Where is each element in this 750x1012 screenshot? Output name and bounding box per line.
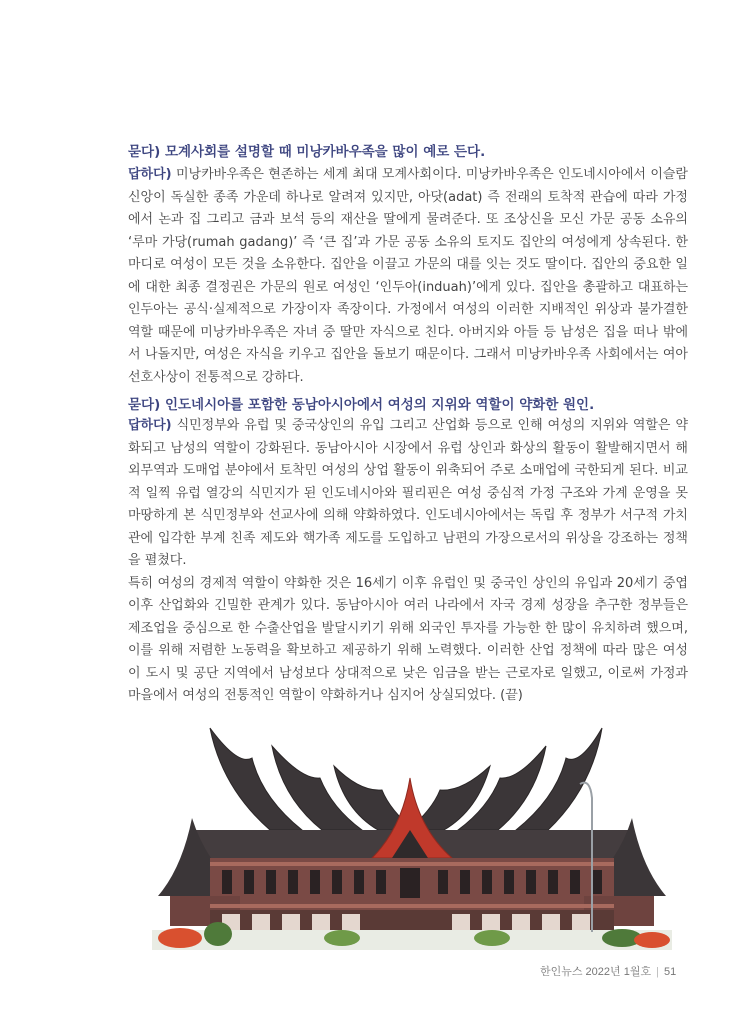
- rumah-gadang-illustration: [152, 718, 672, 950]
- question-prefix: 묻다): [128, 144, 161, 160]
- footer-separator: |: [656, 966, 659, 978]
- answer-paragraph: [128, 164, 688, 389]
- entrance-door: [400, 868, 420, 898]
- answer-prefix: 답하다): [128, 418, 172, 433]
- question-prefix: 묻다): [128, 397, 161, 413]
- answer-prefix: 답하다): [128, 167, 172, 182]
- page-number: 51: [663, 966, 677, 978]
- qa-section-2: [128, 396, 688, 708]
- answer-text: 식민정부와 유럽 및 중국상인의 유입 그리고 산업화 등으로 인해 여성의 지위와 역할은 약화되고 남성의 역할이 강화된다. 동남아시아 시장에서 유럽 상인과 화상의 활동이 활발해지면서 해외무역과 도매업 분야에서 토착민 여성의 상업 활동이 위축되어 주로 소매업에 국한되게 된다. 비교적 일찍 유럽 열강의 식민지가 된 인도네시아와 필리핀은 여성 중심적 가정 구조와 가계 운영을 못마땅하게 본 식민정부와 선교사에 의해 약화하였다. 인도네시아에서는 독립 후 정부가 서구적 가치관에 입각한 부계 친족 제도와 핵가족 제도를 도입하고 남편의 가장으로서의 위상을 강조하는 정책을 펼쳤다.: [128, 418, 688, 568]
- page-footer: [540, 963, 700, 979]
- question-text: 모계사회를 설명할 때 미낭카바우족을 많이 예로 든다.: [160, 144, 486, 160]
- answer-paragraph: 특히 여성의 경제적 역할이 약화한 것은 16세기 이후 유럽인 및 중국인 상인의 유입과 20세기 중엽 이후 산업화와 긴밀한 관계가 있다. 동남아시아 여러 나라에서 자국 경제 성장을 추구한 정부들은 제조업을 중심으로 한 수출산업을 발달시키기 위해 외국인 투자를 가능한 한 많이 유치하려 했으며, 이를 위해 저렴한 노동력을 확보하고 제공하기 위해 노력했다. 이러한 산업 정책에 따라 많은 여성이 도시 및 공단 지역에서 남성보다 상대적으로 낮은 임금을 받는 근로자로 일했고, 이로써 가정과 마을에서 여성의 전통적인 역할이 약화하거나 심지어 상실되었다. (끝): [128, 575, 688, 703]
- question-text: 인도네시아를 포함한 동남아시아에서 여성의 지위와 역할이 약화한 원인.: [160, 397, 595, 413]
- question-1: [128, 143, 688, 162]
- answer-paragraph: [128, 415, 688, 573]
- qa-section-1: [128, 143, 688, 389]
- answer-text: 미낭카바우족은 현존하는 세계 최대 모계사회이다. 미낭카바우족은 인도네시아에서 이슬람 신앙이 독실한 종족 가운데 하나로 알려져 있지만, 아닷(adat) 즉 전래의 토착적 관습에 따라 가정에서 논과 집 그리고 금과 보석 등의 재산을 딸에게 물려준다. 또 조상신을 모신 가문 공동 소유의 ‘루마 가당(rumah gadang)’ 즉 ‘큰 집’과 가문 공동 소유의 토지도 집안의 여성에게 상속된다. 한마디로 여성이 모든 것을 소유한다. 집안을 이끌고 가문의 대를 잇는 것도 딸이다. 집안의 중요한 일에 대한 최종 결정권은 가문의 원로 여성인 ‘인두아(induah)’에게 있다. 집안을 총괄하고 대표하는 인두아는 공식·실제적으로 가장이자 족장이다. 가정에서 여성의 이러한 지배적인 위상과 불가결한 역할 때문에 미낭카바우족은 자녀 중 딸만 자식으로 친다. 아버지와 아들 등 남성은 집을 떠나 밖에서 나돌지만, 여성은 자식을 키우고 집안을 돌보기 때문이다. 그래서 미낭카바우족 사회에서는 여아선호사상이 전통적으로 강하다.: [128, 167, 688, 385]
- question-2: [128, 396, 688, 415]
- publication-name: 한인뉴스 2022년 1월호: [540, 966, 652, 978]
